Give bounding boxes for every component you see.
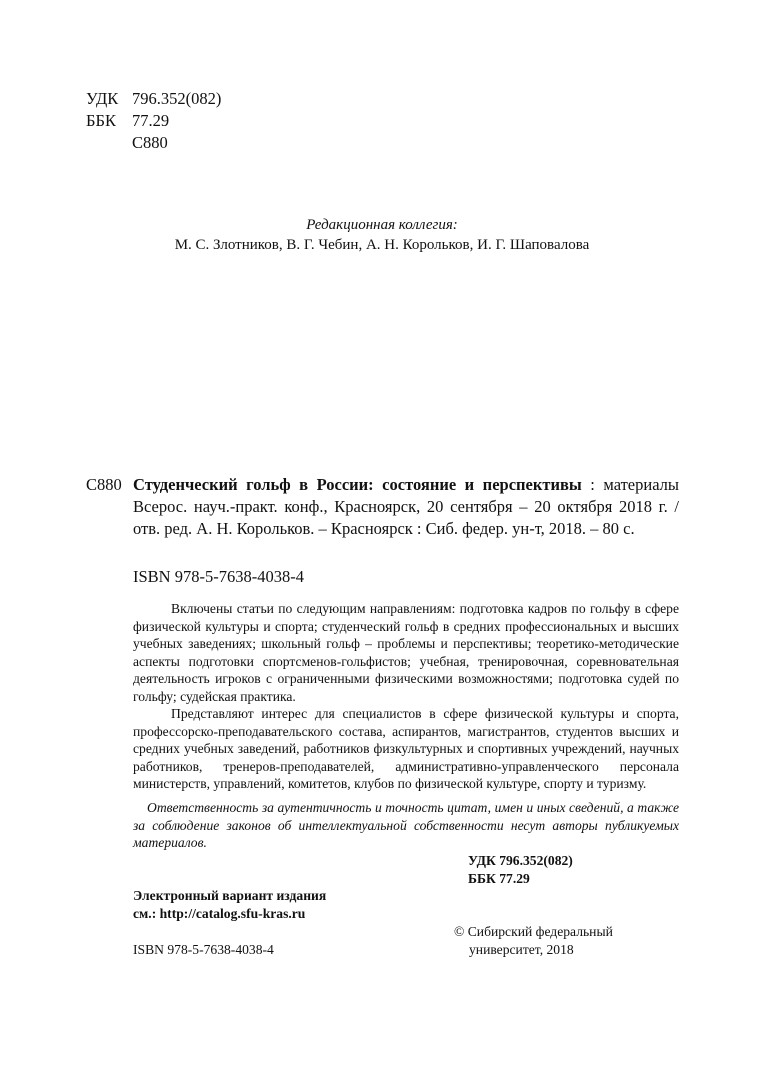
udk-value: 796.352(082) [132,89,222,108]
bib-description [133,474,679,540]
footer-isbn: ISBN 978-5-7638-4038-4 [133,942,274,957]
abstract-paragraph-2: Представляют интерес для специалистов в сфере физической культуры и спорта, профессорско-преподавательского состава, аспирантов, магистрантов, студентов высших и средних учебных заведений, работников физкультурных и спортивных учреждений, научных работников, тренеров-преподавателей, административно-управленческого персонала министерств, управлений, комитетов, клубов по физической культуре, спорту и туризму. [133,706,679,791]
copyright [454,923,613,958]
footer-udk: УДК 796.352(082) [468,853,573,868]
bbk-value: 77.29 [132,111,170,130]
editorial-board-members: М. С. Злотников, В. Г. Чебин, А. Н. Корольков, И. Г. Шаповалова [174,237,590,253]
bbk-label: ББК [86,111,116,130]
classification-codes [86,88,221,154]
electronic-label: Электронный вариант издания [133,888,327,903]
abstract [133,600,679,793]
copyright-line-2: университет, 2018 [469,941,574,957]
bbk-row [86,110,221,132]
editorial-board [86,215,678,255]
author-sign: С880 [132,133,168,152]
book-title: Студенческий гольф в России: состояние и перспективы [133,475,582,494]
footer-bbk: ББК 77.29 [468,870,530,886]
bib-details: : материалы Всерос. науч.-практ. конф., Красноярск, 20 сентября – 20 октября 2018 г. / отв. ред. А. Н. Корольков. – Красноярск : Сиб. федер. ун-т, 2018. – 80 с. [133,475,679,538]
udk-label: УДК [86,89,119,108]
udk-row [86,88,221,110]
bib-isbn: ISBN 978-5-7638-4038-4 [133,567,304,586]
footer-codes [468,852,573,887]
bibliographic-record [86,474,686,540]
abstract-paragraph-1: Включены статьи по следующим направлениям: подготовка кадров по гольфу в сфере физической культуры и спорта; студенческий гольф в средних профессиональных и высших учебных заведениях; школьный гольф – проблемы и перспективы; теоретико-методические аспекты подготовки спортсменов-гольфистов; учебная, тренировочная, соревновательная деятельность игроков с ограниченными физическими возможностями; подготовка судей по гольфу; судейская практика. [133,601,679,704]
bib-cipher: С880 [86,475,122,494]
electronic-version [133,887,326,922]
copyright-line-1: © Сибирский федеральный [454,924,613,939]
disclaimer: Ответственность за аутентичность и точность цитат, имен и иных сведений, а также за соблюдение законов об интеллектуальной собственности несут авторы публикуемых материалов. [133,800,679,850]
catalog-link: см.: http://catalog.sfu-kras.ru [133,905,306,921]
editorial-board-label: Редакционная коллегия: [306,217,458,233]
author-sign-row [86,132,221,154]
